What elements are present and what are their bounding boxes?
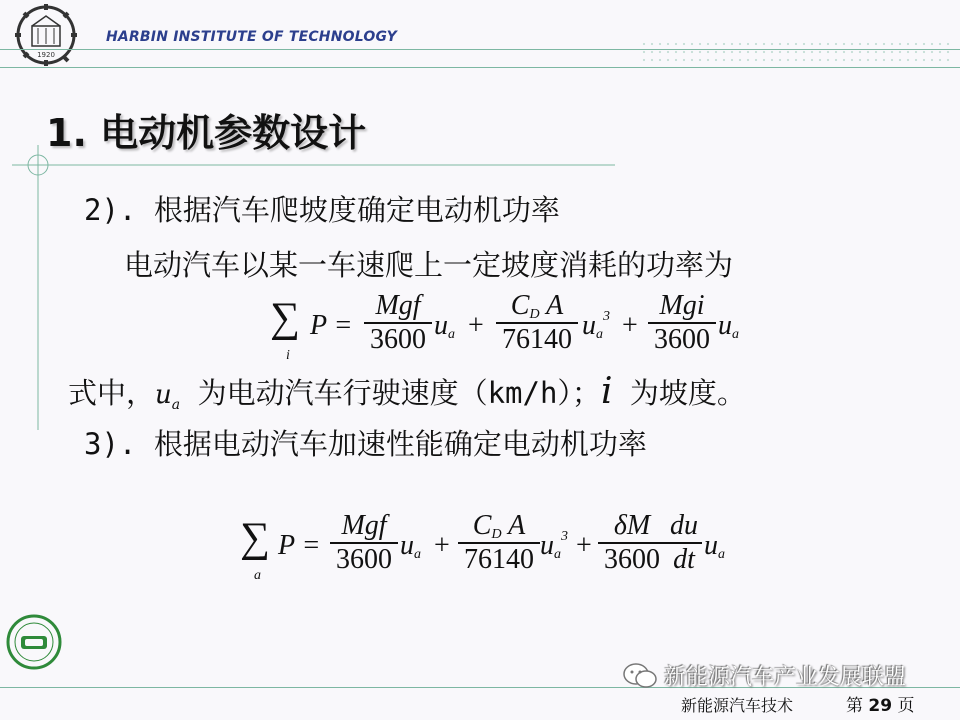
header-dot-pattern <box>640 40 950 68</box>
watermark-text: 新能源汽车产业发展联盟 <box>664 665 907 690</box>
plus-sign: + <box>576 530 592 561</box>
fraction-1 <box>364 290 432 356</box>
fraction-1 <box>330 510 398 576</box>
item3-heading: 3). 根据电动汽车加速性能确定电动机功率 <box>84 427 647 461</box>
denominator: 76140 <box>502 323 572 355</box>
var-u: ua <box>400 530 421 562</box>
header-rule-bottom <box>0 67 960 68</box>
var-u: ua <box>434 310 455 342</box>
numerator: Mgi <box>659 290 705 321</box>
denominator: 3600 <box>370 323 426 355</box>
wechat-icon <box>622 662 658 690</box>
fraction-3 <box>598 510 666 576</box>
item2-heading: 2). 根据汽车爬坡度确定电动机功率 <box>84 193 560 227</box>
numerator: Mgf <box>341 510 387 541</box>
numerator: CD A <box>472 510 526 542</box>
course-name: 新能源汽车技术 <box>681 696 794 715</box>
var-u: ua <box>718 310 739 342</box>
fraction-2 <box>458 510 540 576</box>
university-emblem-icon <box>10 4 82 66</box>
header-rule-top <box>0 49 960 50</box>
sum-symbol: ∑ <box>240 515 270 561</box>
university-name: HARBIN INSTITUTE OF TECHNOLOGY <box>106 29 397 45</box>
sum-symbol: ∑ <box>270 295 300 341</box>
slide-header <box>0 0 960 70</box>
var-u-cubed: $ua^3$ <box>540 529 568 562</box>
logo-year: 1920 <box>37 51 55 59</box>
slide-title: 1. 电动机参数设计 <box>46 111 367 155</box>
numerator: Mgf <box>375 290 421 321</box>
var-u: ua <box>704 530 725 562</box>
sum-subscript: i <box>286 348 290 363</box>
var-u-cubed: $ua^3$ <box>582 309 610 342</box>
numerator: du <box>670 510 698 541</box>
numerator: CD A <box>510 290 564 322</box>
csi-stamp-icon <box>6 614 62 670</box>
formula-acceleration-power <box>240 510 740 590</box>
fraction-2 <box>496 290 578 356</box>
denominator: dt <box>673 543 695 575</box>
formula-climbing-power <box>270 290 770 370</box>
denominator: 3600 <box>604 543 660 575</box>
lhs: P = <box>278 530 321 561</box>
denominator: 76140 <box>464 543 534 575</box>
denominator: 3600 <box>654 323 710 355</box>
plus-sign: + <box>434 530 450 561</box>
plus-sign: + <box>468 310 484 341</box>
page-number: 第 29 页 <box>846 696 915 716</box>
numerator: δM <box>613 510 651 541</box>
fraction-derivative <box>666 510 702 576</box>
plus-sign: + <box>622 310 638 341</box>
denominator: 3600 <box>336 543 392 575</box>
variable-note: 式中，$u_a$ 为电动汽车行驶速度（km/h）；i 为坡度。 <box>68 371 746 414</box>
item2-text: 电动汽车以某一车速爬上一定坡度消耗的功率为 <box>124 248 734 282</box>
fraction-3 <box>648 290 716 356</box>
lhs: P = <box>310 310 353 341</box>
sum-subscript: a <box>254 568 261 583</box>
